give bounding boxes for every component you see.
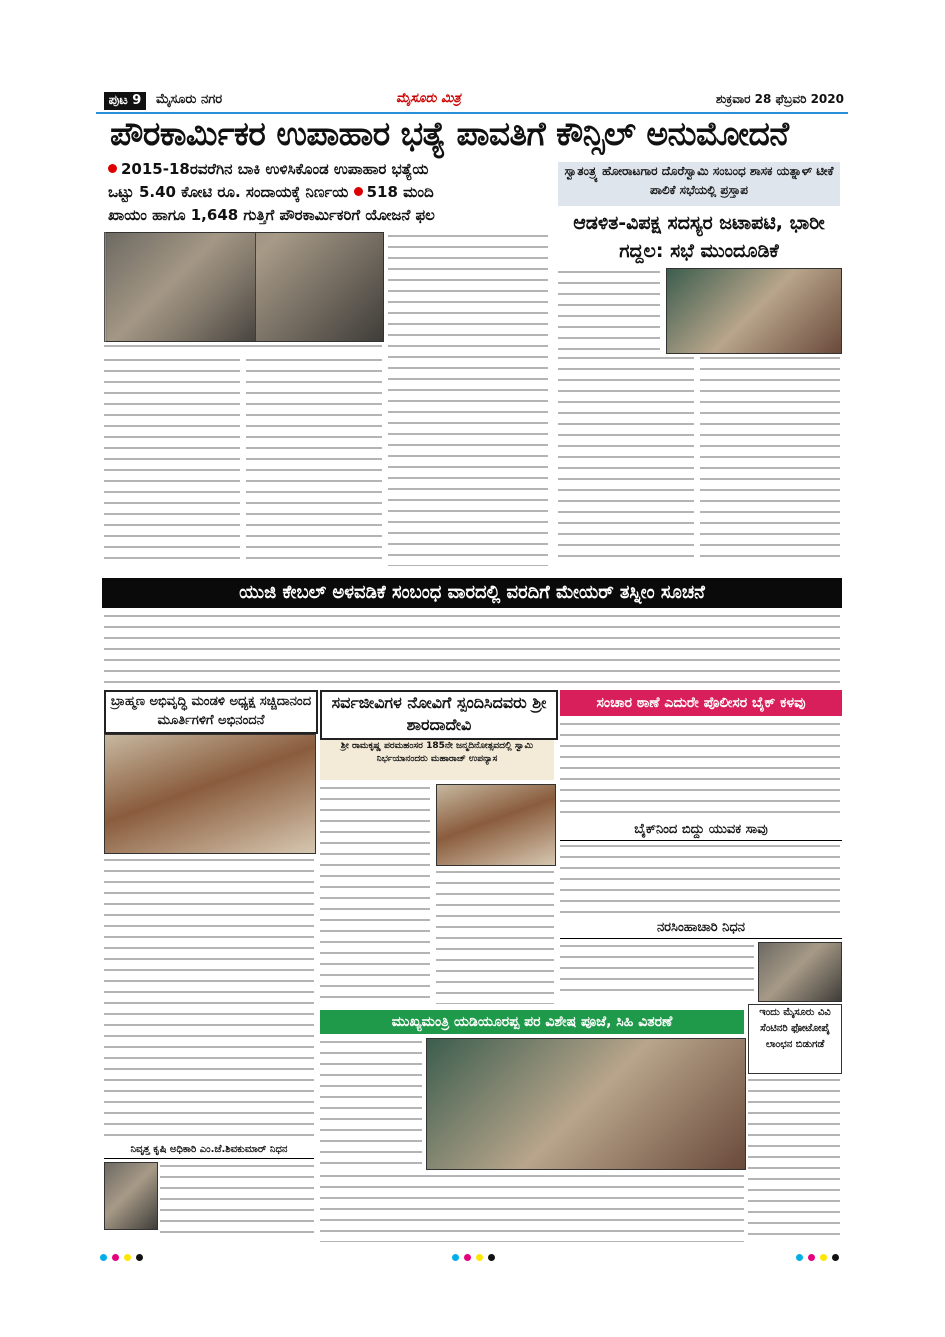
brahmana-story <box>104 856 314 1136</box>
bike-theft-story <box>560 720 840 818</box>
accident-story <box>560 842 840 914</box>
retired-officer-obituary-headline: ನಿವೃತ್ತ ಕೃಷಿ ಅಧಿಕಾರಿ ಎಂ.ಜೆ.ಶಿವಕುಮಾರ್ ನಿಧನ <box>104 1142 314 1159</box>
obituary-headline: ನರಸಿಂಹಾಚಾರಿ ನಿಧನ <box>560 918 842 939</box>
bike-theft-headline: ಸಂಚಾರ ಠಾಣೆ ಎದುರೇ ಪೊಲೀಸರ ಬೈಕ್ ಕಳವು <box>560 690 842 716</box>
swamiji-photo <box>436 784 556 866</box>
deck-line: ಖಾಯಂ ಹಾಗೂ 1,648 ಗುತ್ತಿಗೆ ಪೌರಕಾರ್ಮಿಕರಿಗೆ ಯೋಜನೆ ಫಲ <box>108 206 435 224</box>
registration-mark-icon <box>136 1254 143 1261</box>
council-kicker: ಸ್ವಾತಂತ್ರ್ಯ ಹೋರಾಟಗಾರ ದೊರೆಸ್ವಾಮಿ ಸಂಬಂಧ ಶಾಸಕ ಯತ್ನಾಳ್ ಟೀಕೆ ಪಾಲಿಕೆ ಸಭೆಯಲ್ಲಿ ಪ್ರಸ್ತಾಪ <box>558 162 840 206</box>
council-photo-left <box>104 232 256 342</box>
bullet-icon <box>354 187 363 196</box>
masthead: ಮೈಸೂರು ಮಿತ್ರ <box>396 91 461 106</box>
issue-date: ಶುಕ್ರವಾರ 28 ಫೆಬ್ರವರಿ 2020 <box>715 92 844 106</box>
registration-mark-icon <box>112 1254 119 1261</box>
band-headline: ಯುಜಿ ಕೇಬಲ್ ಅಳವಡಿಕೆ ಸಂಬಂಧ ವಾರದಲ್ಲಿ ವರದಿಗೆ ಮೇಯರ್ ತಸ್ನೀಂ ಸೂಚನೆ <box>102 578 842 608</box>
deck-line: ಒಟ್ಟು 5.40 ಕೋಟಿ ರೂ. ಸಂದಾಯಕ್ಕೆ ನಿರ್ಣಯ <box>108 183 349 201</box>
brahmana-headline: ಬ್ರಾಹ್ಮಣ ಅಭಿವೃದ್ಧಿ ಮಂಡಳಿ ಅಧ್ಯಕ್ಷ ಸಚ್ಚಿದಾನಂದ ಮೂರ್ತಿಗಳಿಗೆ ಅಭಿನಂದನೆ <box>104 690 318 734</box>
registration-mark-icon <box>796 1254 803 1261</box>
obituary-photo <box>758 942 842 1002</box>
registration-mark-icon <box>808 1254 815 1261</box>
retired-officer-photo <box>104 1162 158 1230</box>
accident-headline: ಬೈಕ್‌ನಿಂದ ಬಿದ್ದು ಯುವಕ ಸಾವು <box>560 820 842 841</box>
deck-line: 518 ಮಂದಿ <box>366 183 434 201</box>
registration-mark-icon <box>100 1254 107 1261</box>
photo-caption <box>104 342 382 354</box>
centenary-story <box>748 1076 840 1242</box>
council-headline: ಆಡಳಿತ-ವಿಪಕ್ಷ ಸದಸ್ಯರ ಜಟಾಪಟಿ, ಭಾರೀ ಗದ್ದಲ: ಸಭೆ ಮುಂದೂಡಿಕೆ <box>573 212 825 262</box>
registration-mark-icon <box>820 1254 827 1261</box>
bullet-icon <box>108 164 117 173</box>
cm-puja-story <box>320 1172 744 1242</box>
council-story-column <box>558 268 660 350</box>
sharada-story-column <box>320 784 430 1004</box>
lead-headline: ಪೌರಕಾರ್ಮಿಕರ ಉಪಾಹಾರ ಭತ್ಯೆ ಪಾವತಿಗೆ ಕೌನ್ಸಿಲ್ ಅನುಮೋದನೆ <box>110 114 789 153</box>
registration-mark-icon <box>832 1254 839 1261</box>
section-name: ಮೈಸೂರು ನಗರ <box>156 92 223 107</box>
sweets-distribution-photo <box>426 1038 746 1170</box>
sharada-story-column <box>436 868 554 1004</box>
cm-puja-story <box>320 1038 422 1168</box>
lead-story-column <box>246 356 382 566</box>
centenary-headline: ಇಂದು ಮೈಸೂರು ವಿವಿ ಸೆಂಟಿನರಿ ಫೋಟೋಪೈ ಲಾಂಛನ ಬಿಡುಗಡೆ <box>748 1004 842 1074</box>
deck-line: 2015-18ರವರೆಗಿನ ಬಾಕಿ ಉಳಿಸಿಕೊಂಡ ಉಪಾಹಾರ ಭತ್ಯೆಯ <box>121 160 429 178</box>
lead-story-column <box>104 356 240 566</box>
felicitation-photo <box>104 734 316 854</box>
obituary-story <box>560 942 754 998</box>
registration-mark-icon <box>124 1254 131 1261</box>
retired-officer-story <box>160 1162 314 1242</box>
council-story-column <box>558 354 694 566</box>
cable-story <box>104 612 840 684</box>
registration-mark-icon <box>488 1254 495 1261</box>
sharada-subhead: ಶ್ರೀ ರಾಮಕೃಷ್ಣ ಪರಮಹಂಸರ 185ನೇ ಜನ್ಮದಿನೋತ್ಸವದಲ್ಲಿ ಸ್ವಾಮಿ ನಿರ್ಭಯಾನಂದರು ಮಹಾರಾಜ್ ಉಪನ್ಯಾಸ <box>320 740 554 780</box>
council-story-column <box>700 354 840 566</box>
lead-deck <box>108 158 548 227</box>
newspaper-page <box>96 86 848 1266</box>
registration-mark-icon <box>476 1254 483 1261</box>
page-header <box>96 90 848 114</box>
lead-story-column <box>388 232 548 566</box>
registration-mark-icon <box>452 1254 459 1261</box>
council-meeting-photo <box>666 268 842 354</box>
cm-puja-headline: ಮುಖ್ಯಮಂತ್ರಿ ಯಡಿಯೂರಪ್ಪ ಪರ ವಿಶೇಷ ಪೂಜೆ, ಸಿಹಿ ವಿತರಣೆ <box>320 1010 744 1034</box>
sharada-headline: ಸರ್ವಜೀವಿಗಳ ನೋವಿಗೆ ಸ್ಪಂದಿಸಿದವರು ಶ್ರೀ ಶಾರದಾದೇವಿ <box>320 690 558 740</box>
page-number: ಪುಟ 9 <box>104 92 146 110</box>
registration-mark-icon <box>464 1254 471 1261</box>
